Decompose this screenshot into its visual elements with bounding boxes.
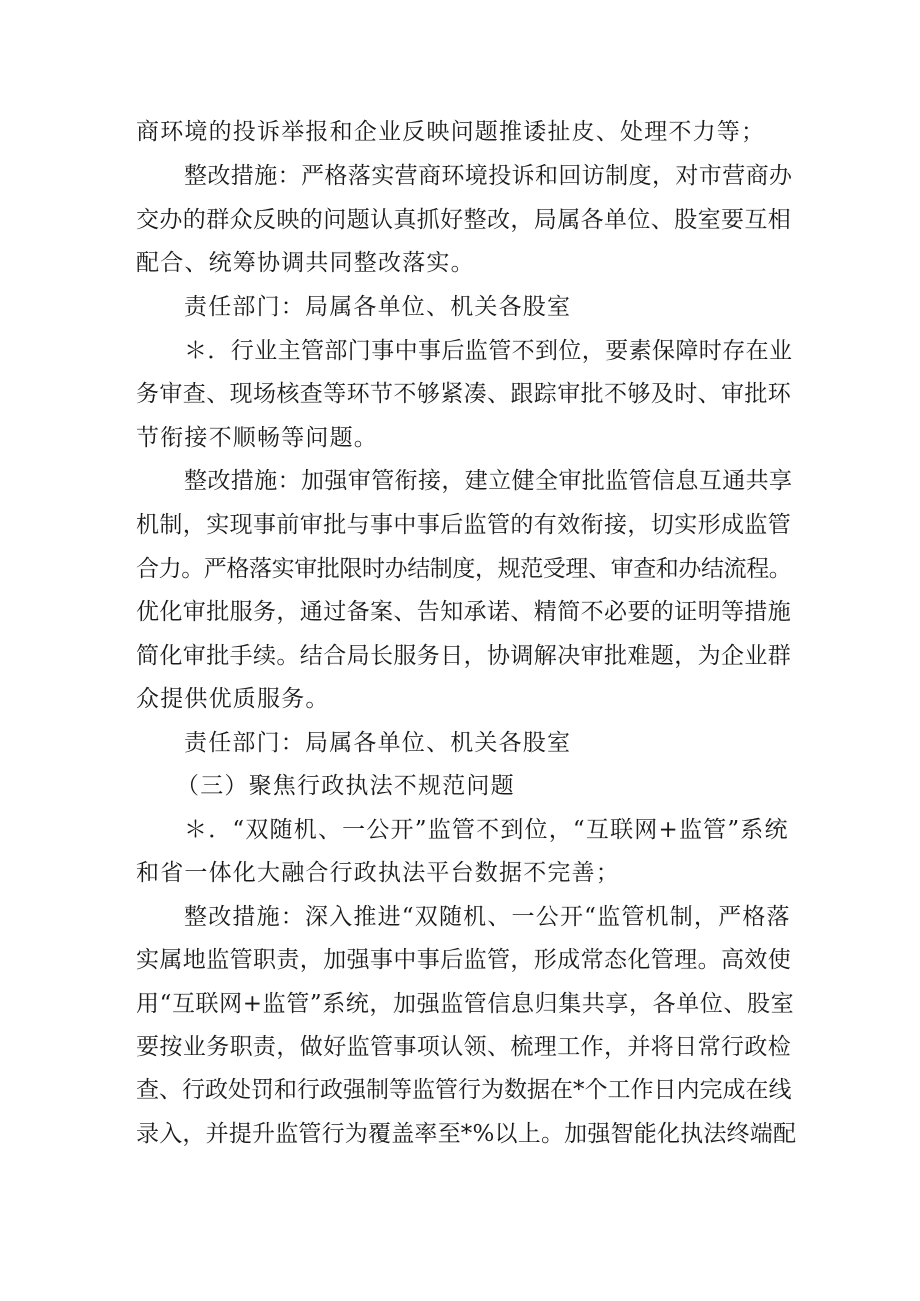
text-line: ＊．“双随机、一公开”监管不到位，“互联网+监管”系统 (184, 817, 789, 843)
text-line: 众提供优质服务。 (136, 686, 330, 712)
text-line: 要按业务职责，做好监管事项认领、梳理工作，并将日常行政检 (136, 1034, 792, 1060)
text-line: 机制，实现事前审批与事中事后监管的有效衔接，切实形成监管 (136, 512, 792, 538)
text-line: 整改措施：严格落实营商环境投诉和回访制度，对市营商办 (184, 163, 793, 189)
text-line: 查、行政处罚和行政强制等监管行为数据在*个工作日内完成在线 (136, 1077, 792, 1103)
text-line: 责任部门：局属各单位、机关各股室 (184, 730, 572, 756)
text-line: 整改措施：深入推进“双随机、一公开“监管机制，严格落 (184, 904, 791, 930)
text-line: 责任部门：局属各单位、机关各股室 (184, 294, 572, 320)
text-line: 录入，并提升监管行为覆盖率至*%以上。加强智能化执法终端配 (136, 1121, 797, 1147)
text-line: 合力。严格落实审批限时办结制度，规范受理、审查和办结流程。 (136, 556, 792, 582)
text-line: 配合、统筹协调共同整改落实。 (136, 250, 475, 276)
section-heading: （三）聚焦行政执法不规范问题 (176, 773, 515, 799)
text-line: ＊．行业主管部门事中事后监管不到位，要素保障时存在业 (184, 338, 793, 364)
text-line: 和省一体化大融合行政执法平台数据不完善； (136, 860, 620, 886)
text-line: 实属地监管职责，加强事中事后监管，形成常态化管理。高效使 (136, 947, 792, 973)
text-line: 务审查、现场核查等环节不够紧凑、跟踪审批不够及时、审批环 (136, 381, 792, 407)
text-line: 用“互联网+监管”系统，加强监管信息归集共享，各单位、股室 (136, 991, 795, 1017)
text-line: 节衔接不顺畅等问题。 (136, 425, 378, 451)
text-line: 优化审批服务，通过备案、告知承诺、精简不必要的证明等措施 (136, 599, 792, 625)
text-line: 整改措施：加强审管衔接，建立健全审批监管信息互通共享 (184, 468, 793, 494)
text-line: 简化审批手续。结合局长服务日，协调解决审批难题，为企业群 (136, 643, 792, 669)
text-line: 交办的群众反映的问题认真抓好整改，局属各单位、股室要互相 (136, 207, 792, 233)
text-line: 商环境的投诉举报和企业反映问题推诿扯皮、处理不力等； (136, 119, 766, 145)
